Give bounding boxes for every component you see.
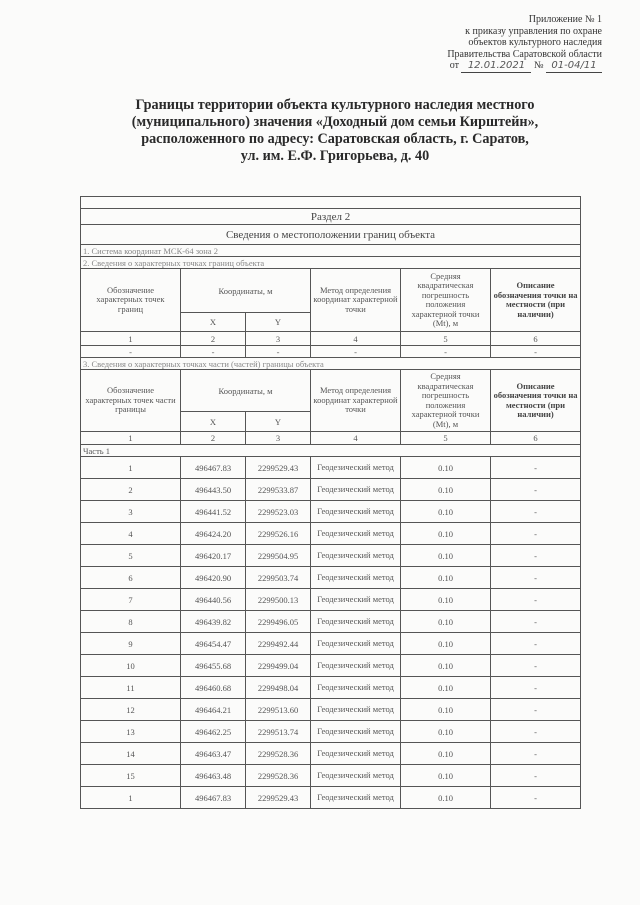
- outer-header: 2. Сведения о характерных точках границ объекта: [81, 257, 581, 269]
- appendix-line-2: к приказу управления по охране: [465, 25, 602, 37]
- x-coord-cell: 496455.68: [181, 655, 246, 677]
- section-title: Раздел 2: [81, 209, 581, 225]
- inner-col-num-2: 2: [181, 432, 246, 445]
- point-number-cell: 7: [81, 589, 181, 611]
- part-row: [81, 445, 581, 457]
- x-coord-cell: 496440.56: [181, 589, 246, 611]
- outer-header-row: [81, 257, 581, 269]
- inner-col-accuracy: Средняя квадратическая погрешность положения характерной точки (Mt), м: [401, 370, 491, 432]
- point-number-cell: 9: [81, 633, 181, 655]
- col-num-1: 1: [81, 332, 181, 346]
- description-cell: -: [491, 457, 581, 479]
- empty-cell-2: -: [181, 346, 246, 358]
- col-num-3: 3: [246, 332, 311, 346]
- col-num-6: 6: [491, 332, 581, 346]
- description-cell: -: [491, 567, 581, 589]
- description-cell: -: [491, 523, 581, 545]
- x-coord-cell: 496464.21: [181, 699, 246, 721]
- inner-header-row: [81, 358, 581, 370]
- outer-col-header-row: [81, 269, 581, 313]
- outer-col-x: X: [181, 313, 246, 332]
- appendix-line-4: Правительства Саратовской области: [447, 48, 602, 60]
- method-cell: Геодезический метод: [311, 787, 401, 809]
- boundaries-table: [80, 196, 581, 809]
- point-number-cell: 1: [81, 787, 181, 809]
- method-cell: Геодезический метод: [311, 655, 401, 677]
- title-line-1: Границы территории объекта культурного наследия местного: [135, 97, 535, 113]
- method-cell: Геодезический метод: [311, 523, 401, 545]
- method-cell: Геодезический метод: [311, 611, 401, 633]
- description-cell: -: [491, 765, 581, 787]
- accuracy-cell: 0.10: [401, 721, 491, 743]
- description-cell: -: [491, 589, 581, 611]
- method-cell: Геодезический метод: [311, 633, 401, 655]
- appendix-line-1: Приложение № 1: [528, 14, 602, 25]
- method-cell: Геодезический метод: [311, 567, 401, 589]
- description-cell: -: [491, 611, 581, 633]
- method-cell: Геодезический метод: [311, 743, 401, 765]
- subtitle-row: [81, 225, 581, 245]
- y-coord-cell: 2299528.36: [246, 743, 311, 765]
- accuracy-cell: 0.10: [401, 765, 491, 787]
- accuracy-cell: 0.10: [401, 479, 491, 501]
- inner-col-num-4: 4: [311, 432, 401, 445]
- y-coord-cell: 2299500.13: [246, 589, 311, 611]
- coord-system-row: [81, 245, 581, 257]
- outer-col-coords: Координаты, м: [181, 269, 311, 313]
- col-num-4: 4: [311, 332, 401, 346]
- table-row: [81, 545, 581, 567]
- inner-col-num-1: 1: [81, 432, 181, 445]
- col-num-2: 2: [181, 332, 246, 346]
- description-cell: -: [491, 699, 581, 721]
- x-coord-cell: 496463.47: [181, 743, 246, 765]
- inner-col-header-row: [81, 370, 581, 412]
- title-line-4: ул. им. Е.Ф. Григорьева, д. 40: [240, 148, 430, 164]
- y-coord-cell: 2299498.04: [246, 677, 311, 699]
- number-value: 01-04/11: [546, 60, 602, 73]
- point-number-cell: 8: [81, 611, 181, 633]
- accuracy-cell: 0.10: [401, 567, 491, 589]
- accuracy-cell: 0.10: [401, 457, 491, 479]
- table-row: [81, 765, 581, 787]
- part-label: Часть 1: [81, 445, 581, 457]
- y-coord-cell: 2299496.05: [246, 611, 311, 633]
- table-row: [81, 721, 581, 743]
- x-coord-cell: 496424.20: [181, 523, 246, 545]
- table-row: [81, 589, 581, 611]
- document-title: [90, 97, 580, 165]
- table-row: [81, 457, 581, 479]
- point-number-cell: 15: [81, 765, 181, 787]
- inner-col-num-5: 5: [401, 432, 491, 445]
- y-coord-cell: 2299528.36: [246, 765, 311, 787]
- x-coord-cell: 496463.48: [181, 765, 246, 787]
- accuracy-cell: 0.10: [401, 633, 491, 655]
- y-coord-cell: 2299503.74: [246, 567, 311, 589]
- table-row: [81, 523, 581, 545]
- inner-header: 3. Сведения о характерных точках части (частей) границы объекта: [81, 358, 581, 370]
- accuracy-cell: 0.10: [401, 699, 491, 721]
- point-number-cell: 14: [81, 743, 181, 765]
- outer-col-accuracy: Средняя квадратическая погрешность положения характерной точки (Mt), м: [401, 269, 491, 332]
- method-cell: Геодезический метод: [311, 545, 401, 567]
- table-row: [81, 655, 581, 677]
- table-row: [81, 479, 581, 501]
- table-row: [81, 633, 581, 655]
- x-coord-cell: 496467.83: [181, 787, 246, 809]
- y-coord-cell: 2299513.60: [246, 699, 311, 721]
- y-coord-cell: 2299533.87: [246, 479, 311, 501]
- method-cell: Геодезический метод: [311, 479, 401, 501]
- description-cell: -: [491, 633, 581, 655]
- empty-cell-5: -: [401, 346, 491, 358]
- y-coord-cell: 2299529.43: [246, 457, 311, 479]
- inner-col-point: Обозначение характерных точек части границы: [81, 370, 181, 432]
- accuracy-cell: 0.10: [401, 545, 491, 567]
- number-prefix: №: [533, 60, 544, 71]
- description-cell: -: [491, 721, 581, 743]
- outer-col-point: Обозначение характерных точек границ: [81, 269, 181, 332]
- table-row: [81, 743, 581, 765]
- table-top-spacer: [81, 197, 581, 209]
- col-num-5: 5: [401, 332, 491, 346]
- y-coord-cell: 2299523.03: [246, 501, 311, 523]
- y-coord-cell: 2299492.44: [246, 633, 311, 655]
- outer-col-y: Y: [246, 313, 311, 332]
- inner-col-num-3: 3: [246, 432, 311, 445]
- method-cell: Геодезический метод: [311, 699, 401, 721]
- y-coord-cell: 2299529.43: [246, 787, 311, 809]
- description-cell: -: [491, 743, 581, 765]
- table-row: [81, 677, 581, 699]
- point-number-cell: 2: [81, 479, 181, 501]
- x-coord-cell: 496443.50: [181, 479, 246, 501]
- outer-empty-row: [81, 346, 581, 358]
- point-number-cell: 6: [81, 567, 181, 589]
- accuracy-cell: 0.10: [401, 611, 491, 633]
- description-cell: -: [491, 787, 581, 809]
- outer-numbers-row: [81, 332, 581, 346]
- inner-col-x: X: [181, 412, 246, 432]
- point-number-cell: 10: [81, 655, 181, 677]
- x-coord-cell: 496439.82: [181, 611, 246, 633]
- x-coord-cell: 496460.68: [181, 677, 246, 699]
- method-cell: Геодезический метод: [311, 765, 401, 787]
- description-cell: -: [491, 479, 581, 501]
- appendix-block: [447, 14, 602, 73]
- accuracy-cell: 0.10: [401, 787, 491, 809]
- accuracy-cell: 0.10: [401, 501, 491, 523]
- accuracy-cell: 0.10: [401, 523, 491, 545]
- method-cell: Геодезический метод: [311, 721, 401, 743]
- method-cell: Геодезический метод: [311, 501, 401, 523]
- coord-system: 1. Система координат МСК-64 зона 2: [81, 245, 581, 257]
- point-number-cell: 5: [81, 545, 181, 567]
- date-prefix: от: [449, 60, 459, 71]
- description-cell: -: [491, 655, 581, 677]
- empty-cell-6: -: [491, 346, 581, 358]
- accuracy-cell: 0.10: [401, 743, 491, 765]
- accuracy-cell: 0.10: [401, 655, 491, 677]
- inner-col-y: Y: [246, 412, 311, 432]
- table-row: [81, 611, 581, 633]
- method-cell: Геодезический метод: [311, 589, 401, 611]
- x-coord-cell: 496467.83: [181, 457, 246, 479]
- y-coord-cell: 2299526.16: [246, 523, 311, 545]
- outer-col-method: Метод определения координат характерной точки: [311, 269, 401, 332]
- empty-cell-1: -: [81, 346, 181, 358]
- empty-cell-4: -: [311, 346, 401, 358]
- point-number-cell: 1: [81, 457, 181, 479]
- x-coord-cell: 496462.25: [181, 721, 246, 743]
- inner-col-coords: Координаты, м: [181, 370, 311, 412]
- section-subtitle: Сведения о местоположении границ объекта: [81, 225, 581, 245]
- title-line-2: (муниципального) значения «Доходный дом семьи Кирштейн»,: [131, 114, 539, 130]
- accuracy-cell: 0.10: [401, 589, 491, 611]
- inner-col-num-6: 6: [491, 432, 581, 445]
- section-row: [81, 209, 581, 225]
- table-row: [81, 501, 581, 523]
- empty-cell-3: -: [246, 346, 311, 358]
- inner-col-description: Описание обозначения точки на местности (при наличии): [491, 370, 581, 432]
- x-coord-cell: 496454.47: [181, 633, 246, 655]
- outer-col-description: Описание обозначения точки на местности (при наличии): [491, 269, 581, 332]
- method-cell: Геодезический метод: [311, 457, 401, 479]
- x-coord-cell: 496420.17: [181, 545, 246, 567]
- description-cell: -: [491, 501, 581, 523]
- description-cell: -: [491, 545, 581, 567]
- method-cell: Геодезический метод: [311, 677, 401, 699]
- date-value: 12.01.2021: [461, 60, 531, 73]
- y-coord-cell: 2299513.74: [246, 721, 311, 743]
- appendix-line-3: объектов культурного наследия: [468, 37, 602, 48]
- description-cell: -: [491, 677, 581, 699]
- table-row: [81, 567, 581, 589]
- point-number-cell: 11: [81, 677, 181, 699]
- point-number-cell: 12: [81, 699, 181, 721]
- inner-col-method: Метод определения координат характерной точки: [311, 370, 401, 432]
- y-coord-cell: 2299504.95: [246, 545, 311, 567]
- accuracy-cell: 0.10: [401, 677, 491, 699]
- table-row: [81, 699, 581, 721]
- title-line-3: расположенного по адресу: Саратовская область, г. Саратов,: [141, 131, 529, 147]
- inner-numbers-row: [81, 432, 581, 445]
- x-coord-cell: 496420.90: [181, 567, 246, 589]
- y-coord-cell: 2299499.04: [246, 655, 311, 677]
- point-number-cell: 3: [81, 501, 181, 523]
- x-coord-cell: 496441.52: [181, 501, 246, 523]
- point-number-cell: 13: [81, 721, 181, 743]
- appendix-date-number: [447, 60, 602, 73]
- point-number-cell: 4: [81, 523, 181, 545]
- table-row: [81, 787, 581, 809]
